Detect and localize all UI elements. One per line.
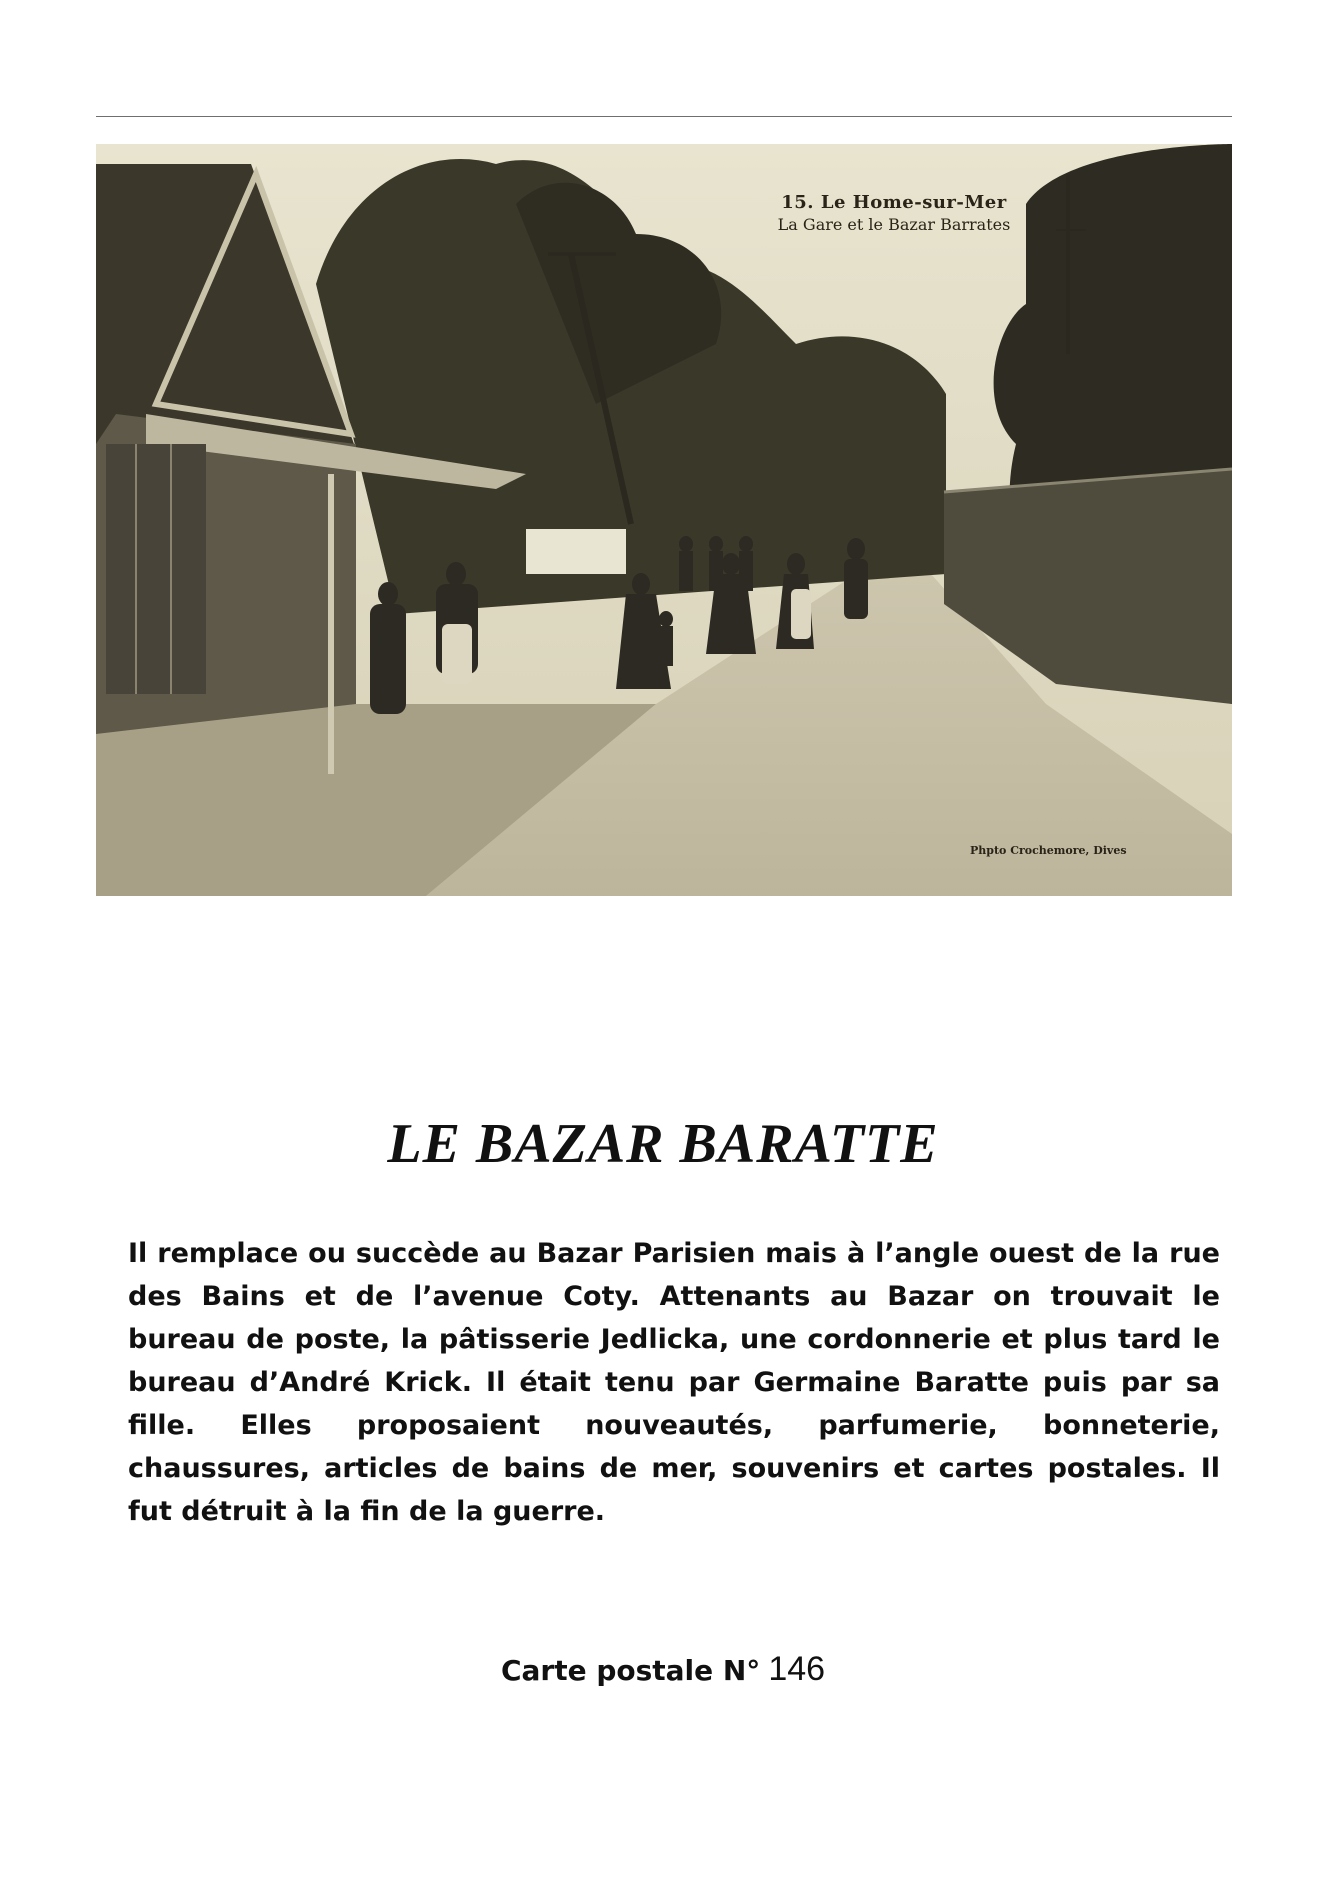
page-title: LE BAZAR BARATTE bbox=[387, 1113, 939, 1175]
postcard-caption-subtitle: La Gare et le Bazar Barrates bbox=[777, 214, 1011, 234]
body-paragraph: Il remplace ou succède au Bazar Parisien mais à l’angle ouest de la rue des Bains et de l’avenue Coty. Attenants au Bazar on trouvait le bureau de poste, la pâtisserie Jedlicka, une cordonnerie et plus tard le bureau d’André Krick. Il était tenu par Germaine Baratte puis par sa fille. Elles proposaient nouveautés, parfumerie, bonneterie, chaussures, articles de bains de mer, souvenirs et cartes postales. Il fut détruit à la fin de la guerre. bbox=[128, 1238, 1220, 1527]
white-gate bbox=[526, 529, 626, 574]
postcard-caption bbox=[704, 192, 1084, 235]
vintage-postcard-photo bbox=[96, 144, 1232, 896]
photo-credit: Phpto Crochemore, Dives bbox=[970, 844, 1127, 857]
top-rule bbox=[96, 116, 1232, 117]
postcard-number: 146 bbox=[768, 1650, 826, 1688]
postcard-number-line bbox=[0, 1650, 1326, 1689]
postcard-illustration bbox=[96, 144, 1232, 896]
bazaar-window bbox=[106, 444, 206, 694]
postcard-caption-number: 15. Le Home-sur-Mer bbox=[781, 192, 1007, 213]
postcard-number-label: Carte postale N° bbox=[500, 1654, 761, 1687]
